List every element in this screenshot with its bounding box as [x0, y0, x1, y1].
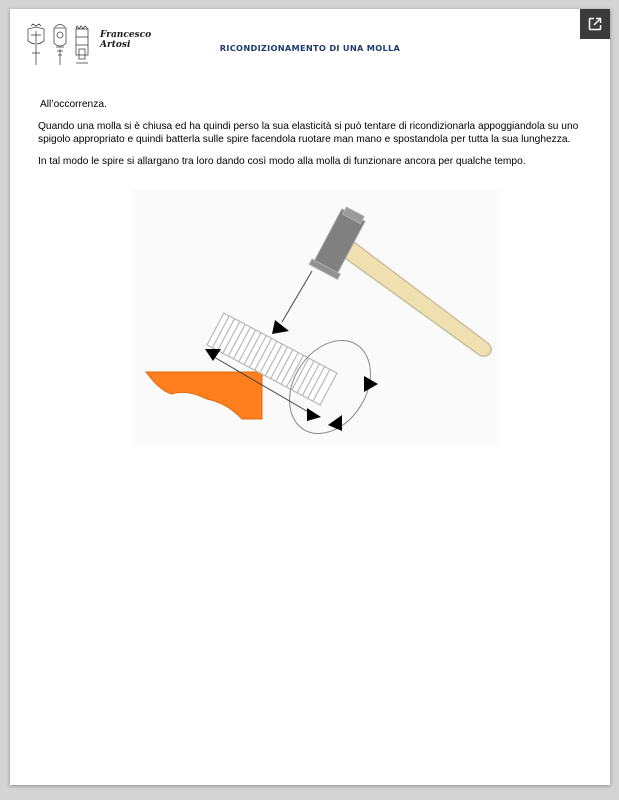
document-body: [38, 98, 598, 176]
paragraph-intro: All’occorrenza.: [40, 99, 107, 110]
document-page: [10, 9, 610, 785]
paragraph-procedure: Quando una molla si è chiusa ed ha quindi perso la sua elasticità si può tentare di ricondizionarla appoggiandola su uno spigolo appropriato e quindi batterla sulle spire facendola ruotare man mano e spostandola per tutta la sua lunghezza.: [38, 121, 579, 146]
author-last-name: Artosi: [100, 40, 131, 50]
paragraph-result: In tal modo le spire si allargano tra loro dando così modo alla molla di funzionare ancora per qualche tempo.: [38, 155, 526, 167]
logo-wordmark: [100, 30, 160, 50]
open-in-new-icon: [587, 16, 603, 32]
open-in-new-window-button[interactable]: [580, 9, 610, 39]
document-title: RICONDIZIONAMENTO DI UNA MOLLA: [219, 43, 401, 53]
spring-reconditioning-illustration: [132, 189, 499, 446]
author-first-name: Francesco: [100, 30, 152, 40]
